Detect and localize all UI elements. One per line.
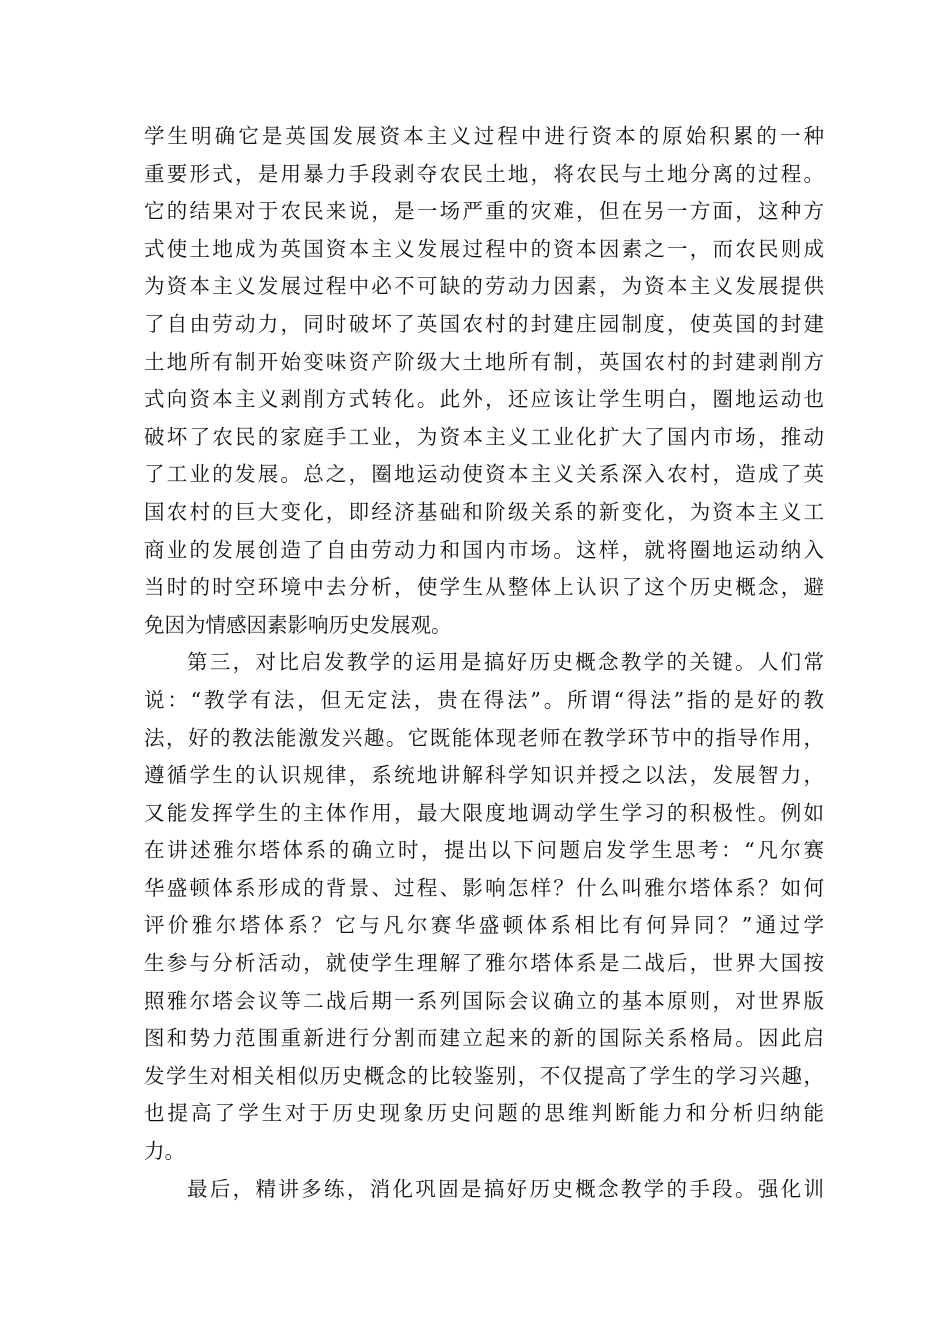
text-line: 它的结果对于农民来说，是一场严重的灾难，但在另一方面，这种方 xyxy=(144,199,824,224)
paragraph-first-line: 最后，精讲多练，消化巩固是搞好历史概念教学的手段。强化训 xyxy=(187,1176,824,1201)
text-line: 国农村的巨大变化，即经济基础和阶级关系的新变化，为资本主义工 xyxy=(144,499,824,524)
text-line: 也提高了学生对于历史现象历史问题的思维判断能力和分析归纳能 xyxy=(144,1101,824,1126)
text-line: 生参与分析活动，就使学生理解了雅尔塔体系是二战后，世界大国按 xyxy=(144,951,824,976)
text-line: 华盛顿体系形成的背景、过程、影响怎样？什么叫雅尔塔体系？如何 xyxy=(144,875,824,900)
text-line: 评价雅尔塔体系？它与凡尔赛华盛顿体系相比有何异同？”通过学 xyxy=(144,913,824,938)
text-line: 当时的时空环境中去分析，使学生从整体上认识了这个历史概念，避 xyxy=(144,575,824,600)
text-line: 了工业的发展。总之，圈地运动使资本主义关系深入农村，造成了英 xyxy=(144,462,824,487)
body-text xyxy=(144,118,824,1208)
text-line: 土地所有制开始变味资产阶级大土地所有制，英国农村的封建剥削方 xyxy=(144,349,824,374)
text-line: 又能发挥学生的主体作用，最大限度地调动学生学习的积极性。例如 xyxy=(144,800,824,825)
text-line: 法，好的教法能激发兴趣。它既能体现老师在教学环节中的指导作用， xyxy=(144,725,824,750)
text-line: 学生明确它是英国发展资本主义过程中进行资本的原始积累的一种 xyxy=(144,124,824,148)
text-line: 发学生对相关相似历史概念的比较鉴别，不仅提高了学生的学习兴趣， xyxy=(144,1063,824,1088)
text-line: 式使土地成为英国资本主义发展过程中的资本因素之一，而农民则成 xyxy=(144,236,824,261)
text-line: 了自由劳动力，同时破坏了英国农村的封建庄园制度，使英国的封建 xyxy=(144,311,824,336)
text-line: 商业的发展创造了自由劳动力和国内市场。这样，就将圈地运动纳入 xyxy=(144,537,824,562)
text-line: 图和势力范围重新进行分割而建立起来的新的国际关系格局。因此启 xyxy=(144,1026,824,1051)
text-line: 在讲述雅尔塔体系的确立时，提出以下问题启发学生思考：“凡尔赛 xyxy=(144,838,824,863)
text-line: 力。 xyxy=(144,1139,185,1164)
text-line: 免因为情感因素影响历史发展观。 xyxy=(144,612,452,637)
text-line: 说：“教学有法，但无定法，贵在得法”。所谓“得法”指的是好的教 xyxy=(144,687,824,712)
text-line: 式向资本主义剥削方式转化。此外，还应该让学生明白，圈地运动也 xyxy=(144,387,824,412)
text-line: 遵循学生的认识规律，系统地讲解科学知识并授之以法，发展智力， xyxy=(144,763,824,788)
text-line: 照雅尔塔会议等二战后期一系列国际会议确立的基本原则，对世界版 xyxy=(144,988,824,1013)
text-line: 破坏了农民的家庭手工业，为资本主义工业化扩大了国内市场，推动 xyxy=(144,424,824,449)
text-line: 重要形式，是用暴力手段剥夺农民土地，将农民与土地分离的过程。 xyxy=(144,161,824,186)
text-line: 为资本主义发展过程中必不可缺的劳动力因素，为资本主义发展提供 xyxy=(144,274,824,299)
paragraph-first-line: 第三，对比启发教学的运用是搞好历史概念教学的关键。人们常 xyxy=(187,650,824,675)
